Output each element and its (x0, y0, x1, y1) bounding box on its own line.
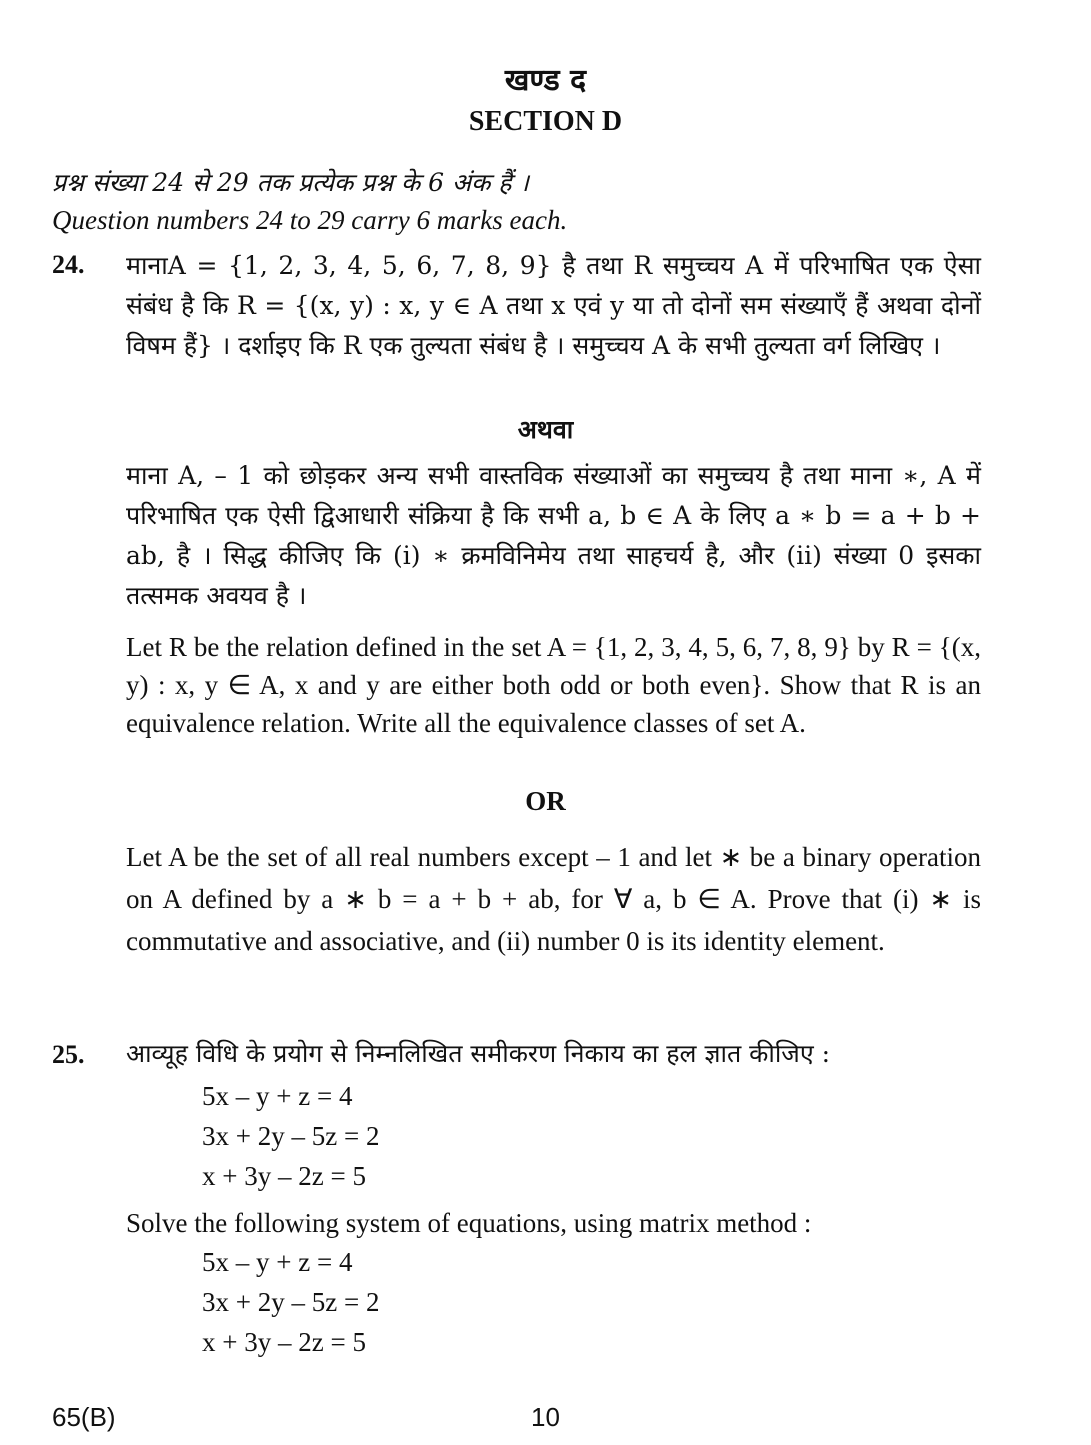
q25-english-text: Solve the following system of equations, using matrix method : (126, 1208, 812, 1238)
q25-hindi-equation-2: 3x + 2y – 5z = 2 (202, 1121, 380, 1151)
q25-english-equation-2: 3x + 2y – 5z = 2 (202, 1287, 380, 1317)
q25-hindi-equation-3: x + 3y – 2z = 5 (202, 1161, 366, 1191)
paper-code: 65(B) (52, 1402, 116, 1432)
or-divider-english: OR (525, 786, 566, 816)
q25-english-equation-3: x + 3y – 2z = 5 (202, 1327, 366, 1357)
q24-hindi-alternative: माना A, – 1 को छोड़कर अन्य सभी वास्तविक संख्याओं का समुच्चय है तथा माना ∗, A में परिभाषित एक ऐसी द्विआधारी संक्रिया है कि सभी a, b ∈ A के लिए a ∗ b = a + b + ab, है । सिद्ध कीजिए कि (i) ∗ क्रमविनिमेय तथा साहचर्य है, और (ii) संख्या 0 इसका तत्समक अवयव है । (126, 461, 981, 610)
q25-english-equation-1: 5x – y + z = 4 (202, 1247, 353, 1277)
instruction-english: Question numbers 24 to 29 carry 6 marks each. (52, 205, 568, 235)
q25-hindi-equation-1: 5x – y + z = 4 (202, 1081, 353, 1111)
or-divider-hindi: अथवा (517, 415, 574, 444)
instruction-hindi: प्रश्न संख्या 24 से 29 तक प्रत्येक प्रश्न के 6 अंक हैं । (52, 168, 529, 197)
page-number: 10 (531, 1402, 560, 1432)
q24-hindi-text: मानाA = {1, 2, 3, 4, 5, 6, 7, 8, 9} है तथा R समुच्चय A में परिभाषित एक ऐसा संबंध है कि R = {(x, y) : x, y ∈ A तथा x एवं y या तो दोनों सम संख्याएँ हैं अथवा दोनों विषम हैं} । दर्शाइए कि R एक तुल्यता संबंध है । समुच्चय A के सभी तुल्यता वर्ग लिखिए । (126, 251, 981, 360)
section-heading-english: SECTION D (468, 106, 623, 137)
q24-english-alternative: Let A be the set of all real numbers except – 1 and let ∗ be a binary operation on A defined by a ∗ b = a + b + ab, for ∀ a, b ∈ A. Prove that (i) ∗ is commutative and associative, and (ii) number 0 is its identity element. (126, 842, 981, 956)
section-heading-hindi: खण्ड द (504, 63, 587, 98)
question-number-25: 25. (52, 1040, 85, 1069)
q25-hindi-text: आव्यूह विधि के प्रयोग से निम्नलिखित समीकरण निकाय का हल ज्ञात कीजिए : (126, 1039, 831, 1068)
question-number-24: 24. (52, 250, 85, 279)
q24-english-text: Let R be the relation defined in the set A = {1, 2, 3, 4, 5, 6, 7, 8, 9} by R = {(x, y) : x, y ∈ A, x and y are either both odd or both even}. Show that R is an equivalence relation. Write all the equivalence classes of set A. (126, 632, 981, 738)
